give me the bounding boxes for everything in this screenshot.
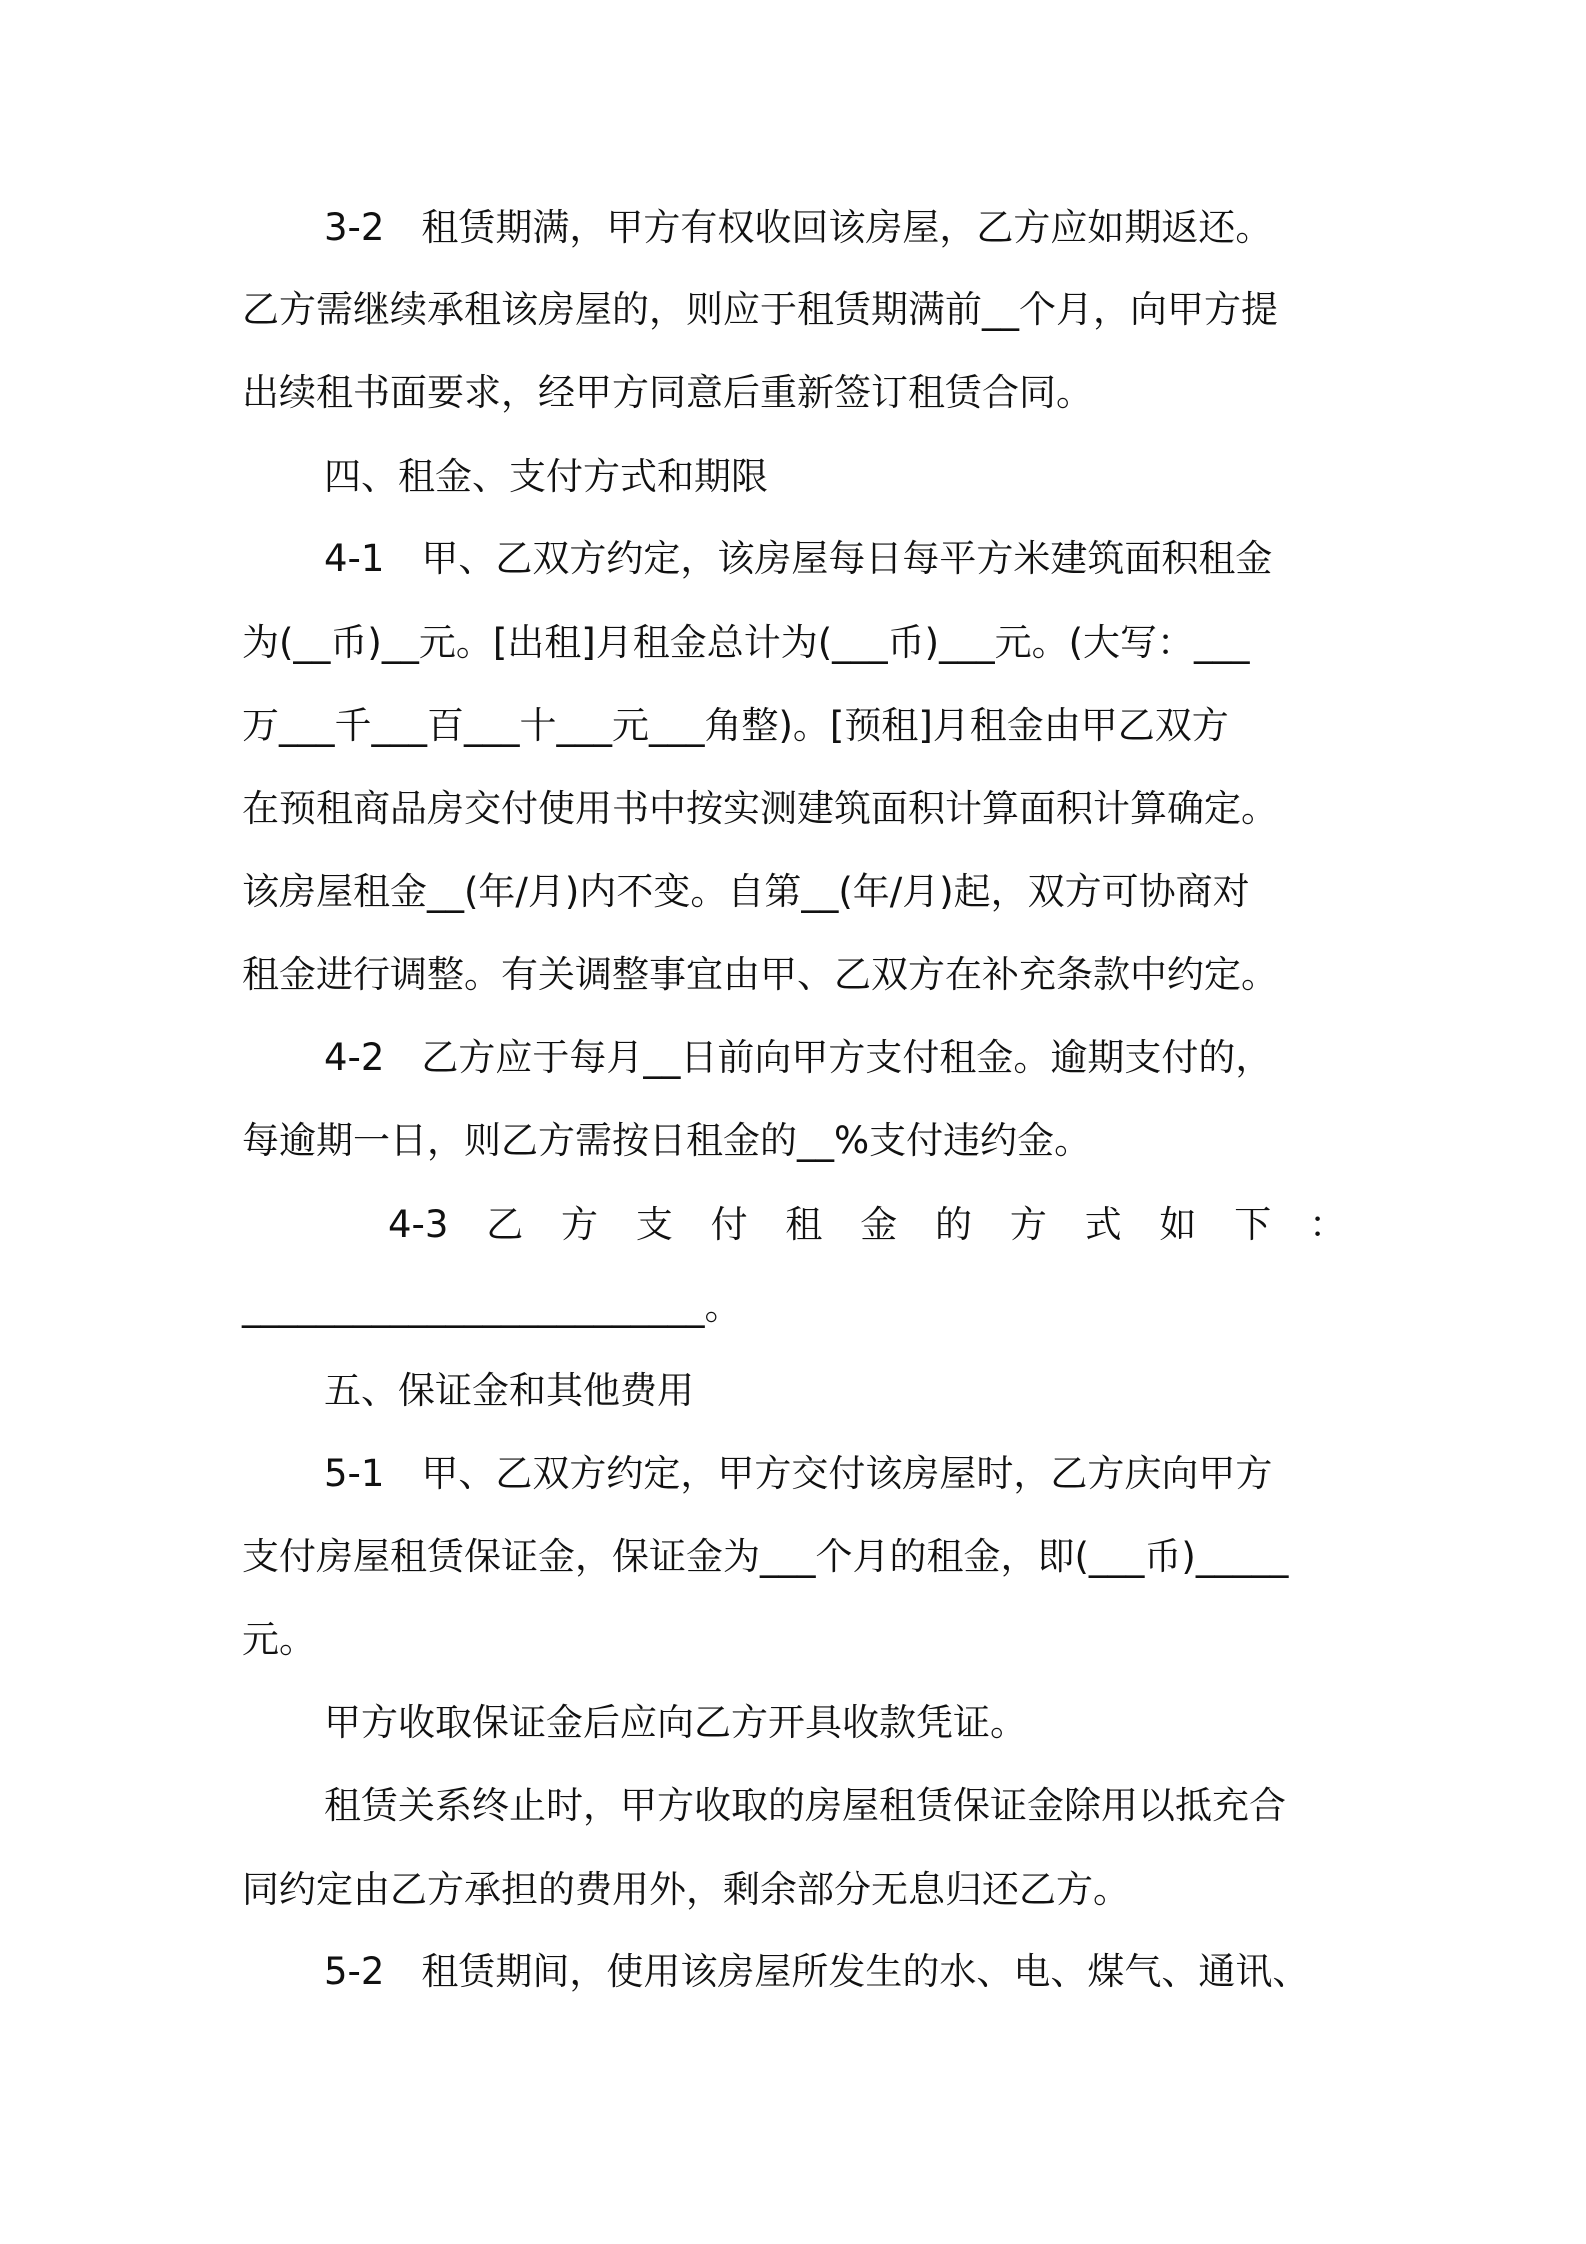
clause-4-1-line-3: 万___千___百___十___元___角整)。[预租]月租金由甲乙双方 xyxy=(242,704,1229,747)
section-4-heading: 四、租金、支付方式和期限 xyxy=(324,455,768,498)
clause-4-2-line-1: 4-2 乙方应于每月__日前向甲方支付租金。逾期支付的， xyxy=(324,1036,1273,1079)
spread-char: 的 xyxy=(935,1203,973,1246)
clause-number: 4-3 xyxy=(388,1203,449,1246)
spread-char: 下 xyxy=(1234,1203,1272,1246)
section-5-heading: 五、保证金和其他费用 xyxy=(324,1369,694,1412)
deposit-receipt-line: 甲方收取保证金后应向乙方开具收款凭证。 xyxy=(324,1701,1027,1744)
spread-char: 乙 xyxy=(486,1203,524,1246)
clause-5-1-line-2: 支付房屋租赁保证金，保证金为___个月的租金，即(___币)_____ xyxy=(242,1535,1289,1578)
spread-char: 方 xyxy=(561,1203,599,1246)
clause-4-2-line-2: 每逾期一日，则乙方需按日租金的__%支付违约金。 xyxy=(242,1119,1092,1162)
clause-3-2-line-2: 乙方需继续承租该房屋的，则应于租赁期满前__个月，向甲方提 xyxy=(242,288,1278,331)
spread-char: 支 xyxy=(635,1203,673,1246)
clause-4-3-line-1 xyxy=(242,1203,1354,1247)
clause-4-3-line-2: _________________________。 xyxy=(242,1285,742,1328)
clause-4-1-line-5: 该房屋租金__(年/月)内不变。自第__(年/月)起，双方可协商对 xyxy=(242,870,1250,913)
spread-char: ： xyxy=(1309,1203,1346,1246)
clause-3-2-line-3: 出续租书面要求，经甲方同意后重新签订租赁合同。 xyxy=(242,371,1093,414)
spread-char: 如 xyxy=(1159,1203,1197,1246)
clause-3-2-line-1: 3-2 租赁期满，甲方有权收回该房屋，乙方应如期返还。 xyxy=(324,206,1273,249)
clause-4-1-line-2: 为(__币)__元。[出租]月租金总计为(___币)___元。(大写：___ xyxy=(242,621,1250,664)
clause-5-2-line-1: 5-2 租赁期间，使用该房屋所发生的水、电、煤气、通讯、 xyxy=(324,1950,1310,1993)
clause-5-1-line-1: 5-1 甲、乙双方约定，甲方交付该房屋时，乙方庆向甲方 xyxy=(324,1452,1273,1495)
deposit-return-line-1: 租赁关系终止时，甲方收取的房屋租赁保证金除用以抵充合 xyxy=(324,1784,1286,1827)
clause-5-1-line-3: 元。 xyxy=(242,1618,316,1661)
spread-char: 金 xyxy=(860,1203,898,1246)
clause-4-1-line-6: 租金进行调整。有关调整事宜由甲、乙双方在补充条款中约定。 xyxy=(242,953,1278,996)
deposit-return-line-2: 同约定由乙方承担的费用外，剩余部分无息归还乙方。 xyxy=(242,1868,1130,1911)
spread-char: 式 xyxy=(1084,1203,1122,1246)
spread-char: 方 xyxy=(1009,1203,1047,1246)
spread-char: 租 xyxy=(785,1203,823,1246)
spread-char: 付 xyxy=(710,1203,748,1246)
clause-4-1-line-1: 4-1 甲、乙双方约定，该房屋每日每平方米建筑面积租金 xyxy=(324,537,1273,580)
clause-4-1-line-4: 在预租商品房交付使用书中按实测建筑面积计算面积计算确定。 xyxy=(242,787,1278,830)
